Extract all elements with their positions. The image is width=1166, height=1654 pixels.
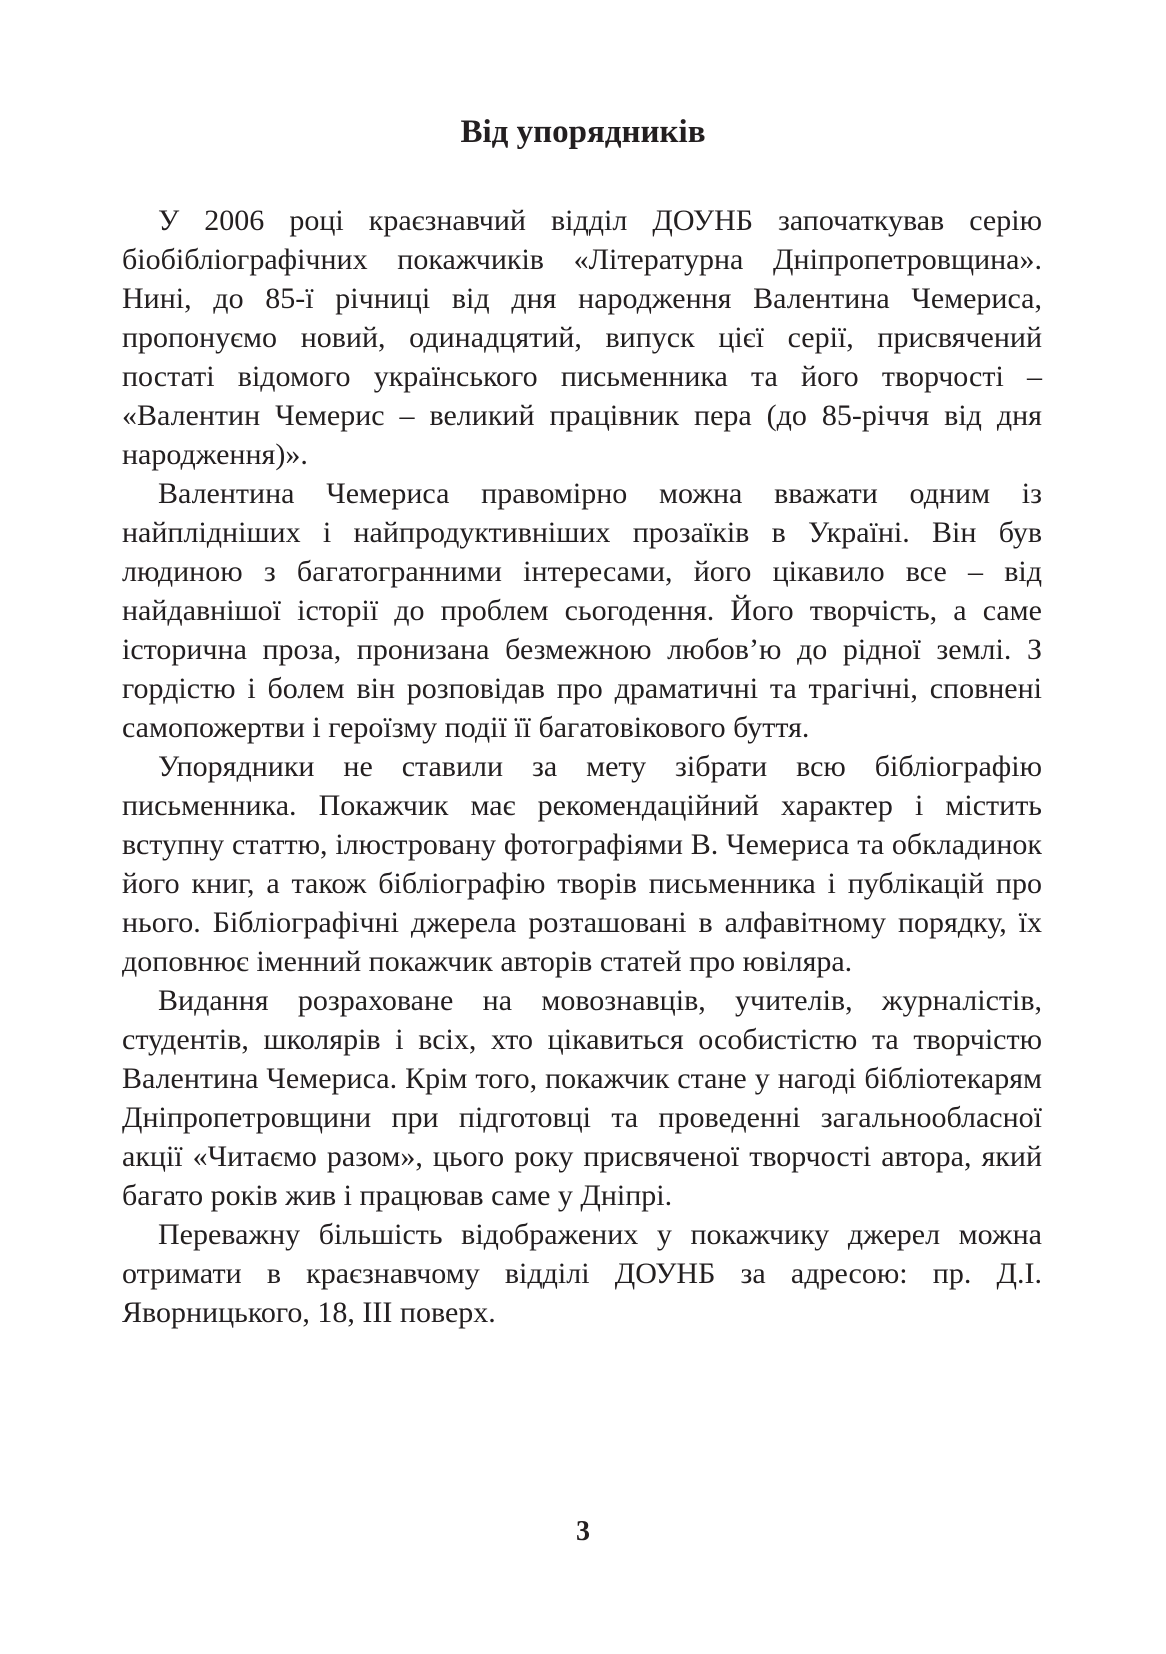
- paragraph-2: Валентина Чемериса правомірно можна вважати одним із найплідніших і найпродуктивніших прозаїків в Україні. Він був людиною з багатогранними інтересами, його цікавило все – від найдавнішої історії до проблем сьогодення. Його творчість, а саме історична проза, пронизана безмежною любов’ю до рідної землі. З гордістю і болем він розповідав про драматичні та трагічні, сповнені самопожертви і героїзму події її багатовікового буття.: [122, 477, 1042, 744]
- paragraph-4: Видання розраховане на мовознавців, учителів, журналістів, студентів, школярів і всіх, хто цікавиться особистістю та творчістю Валентина Чемериса. Крім того, покажчик стане у нагоді бібліотекарям Дніпропетровщини при підготовці та проведенні загальнообласної акції «Читаємо разом», цього року присвяченої творчості автора, який багато років жив і працював саме у Дніпрі.: [122, 984, 1042, 1212]
- paragraph-1: У 2006 році краєзнавчий відділ ДОУНБ започаткував серію біобібліографічних покажчиків «Літературна Дніпропетровщина». Нині, до 85-ї річниці від дня народження Валентина Чемериса, пропонуємо новий, одинадцятий, випуск цієї серії, присвячений постаті відомого українського письменника та його творчості – «Валентин Чемерис – великий працівник пера (до 85-річчя від дня народження)».: [122, 204, 1042, 471]
- paragraph-5: Переважну більшість відображених у покажчику джерел можна отримати в краєзнавчому відділі ДОУНБ за адресою: пр. Д.І. Яворницького, 18, ІІІ поверх.: [122, 1218, 1042, 1329]
- paragraph-3: Упорядники не ставили за мету зібрати всю бібліографію письменника. Покажчик має рекомендаційний характер і містить вступну статтю, ілюстровану фотографіями В. Чемериса та обкладинок його книг, а також бібліографію творів письменника і публікацій про нього. Бібліографічні джерела розташовані в алфавітному порядку, їх доповнює іменний покажчик авторів статей про ювіляра.: [122, 750, 1042, 978]
- body-text: [122, 201, 1042, 1332]
- page-number: 3: [576, 1516, 590, 1547]
- page-title: Від упорядників: [460, 114, 706, 150]
